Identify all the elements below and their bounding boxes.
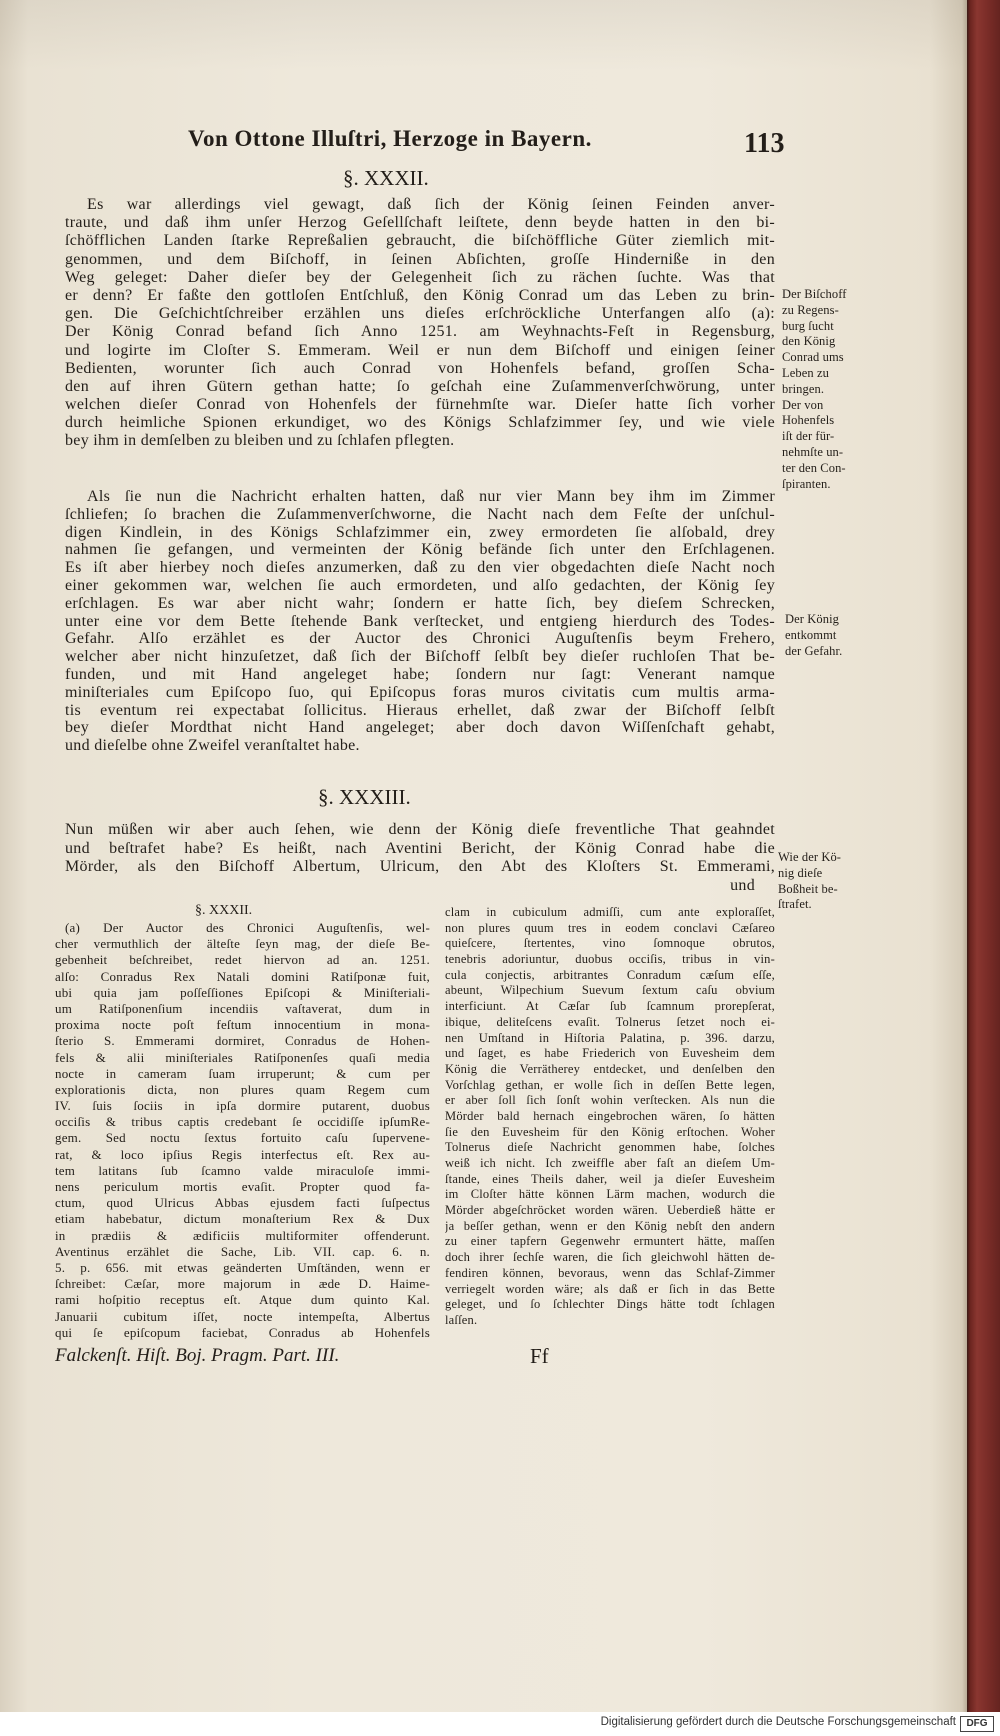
paragraph xyxy=(65,821,775,895)
margin-note-line: nig dieſe xyxy=(778,865,823,880)
margin-note-line: den König xyxy=(782,334,836,349)
margin-note-line: zu Regens- xyxy=(782,302,839,317)
footnote-line: abeunt, Wilpechium Suevum ſextum caſu obvium xyxy=(445,983,775,998)
margin-note-line: Der König xyxy=(785,612,840,626)
text-line: unter eine vor dem Bette ſtehende Bank verſtecket, und entgieng hierdurch des Todes- xyxy=(65,612,775,630)
margin-note-line: ſtrafet. xyxy=(778,897,812,912)
footnote-line: ſtande, eines Theils daher, weil ja dieſer Euvesheim xyxy=(445,1171,775,1186)
footnote-line: fendiren können, bevoraus, wenn das Schlaf-Zimmer xyxy=(445,1265,775,1280)
footnote-heading: §. XXXII. xyxy=(195,903,253,918)
text-line: und beſtrafet habe? Es heißt, nach Aventini Bericht, der König Conrad habe die xyxy=(65,839,775,857)
footnote-line: nocte in cameram ſuam irruperunt; & cum per xyxy=(55,1065,430,1081)
footnote-line: 5. p. 656. mit etwas geänderten Umſtänden, wenn er xyxy=(55,1259,430,1275)
footnote-line: proxima nocte poſt feſtum innocentium in mona- xyxy=(55,1017,430,1033)
footnote-line: quieſcere, ſtertentes, vino ſomnoque obrutos, xyxy=(445,936,775,951)
footer-title: Falckenſt. Hiſt. Boj. Pragm. Part. III. xyxy=(55,1345,340,1366)
running-header-title: Von Ottone Illuſtri, Herzoge in Bayern. xyxy=(188,126,592,151)
text-line: Der König Conrad befand ſich Anno 1251. am Weyhnachts-Feſt in Regensburg, xyxy=(65,323,775,341)
margin-note-line: Wie der Kö- xyxy=(778,850,842,864)
margin-note-line: Der von xyxy=(782,397,824,412)
text-line: den auf ihren Gütern gethan hatte; ſo geſchah eine Zuſammenverſchwörung, unter xyxy=(65,377,775,395)
text-line: genommen, und dem Biſchoff, in ſeinen Abſichten, groſſe Hinderniße in den xyxy=(65,250,775,268)
footnote-line: ibique, deliteſcens evaſit. Tolnerus ſetzet noch ei- xyxy=(445,1014,775,1029)
footnote-line: im Cloſter hätte können Lärm machen, wodurch die xyxy=(445,1187,775,1202)
digitization-credit: Digitalisierung gefördert durch die Deutsche Forschungsgemeinschaft xyxy=(600,1716,956,1728)
footnote-line: non plures quum tres in eodem conclavi Cæſareo xyxy=(445,920,775,935)
margin-note-line: Leben zu xyxy=(782,365,829,380)
text-line: bey ihm in demſelben zu bleiben und zu ſchlafen pflegten. xyxy=(65,432,455,450)
footnote-line: ctum, quod Ulricus Abbas ejusdem facti ſuſpectus xyxy=(55,1195,430,1211)
footnote-line: um Ratiſponenſium incendiis vaſtaverat, dum in xyxy=(55,1000,430,1016)
footnote-line: Vorſchlag gethan, er wolle ſich in deſſen Bette legen, xyxy=(445,1077,775,1092)
footnote-line: ſterio S. Emmerami dormiret, Conradus de Hohen- xyxy=(55,1033,430,1049)
book-binding-edge xyxy=(967,0,1000,1712)
text-line: und logirte im Cloſter S. Emmeram. Weil er nun dem Biſchoff und einigen ſeiner xyxy=(65,341,775,359)
text-line: Es iſt aber hierbey noch dieſes anzumerken, daß zu den vier obgedachten dieſe Nacht noch xyxy=(65,559,775,577)
footnote-line: laſſen. xyxy=(445,1312,478,1327)
footnote-line: explorationis dicta, non plures quam Regem cum xyxy=(55,1081,430,1097)
footnote-line: Aventinus erzählet die Sache, Lib. VII. cap. 6. n. xyxy=(55,1243,430,1259)
margin-note-line: der Gefahr. xyxy=(785,643,843,658)
text-line: gen. Die Geſchichtſchreiber erzählen uns dieſes erſchröckliche Unterfangen alſo (a): xyxy=(65,305,775,323)
margin-note-line: entkommt xyxy=(785,627,837,642)
footnote-line: verriegelt worden wäre; als daß er ſich in das Bette xyxy=(445,1281,775,1296)
text-line: Bedienten, worunter ſich auch Conrad von Hohenfels befand, groſſen Scha- xyxy=(65,359,775,377)
text-line: und xyxy=(730,876,755,894)
footnote-line: Tolnerus dieſe Nachricht genommen habe, ſolches xyxy=(445,1140,775,1155)
text-line: Weg geleget: Daher dieſer bey der Gelegenheit ſich zu rächen ſuchte. Was that xyxy=(65,268,775,286)
page-number: 113 xyxy=(744,128,785,159)
text-line: traute, und daß ihm unſer Herzog Geſellſchaft leiſtete, denn beyde hatten in den bi- xyxy=(65,214,775,232)
text-line: ſchöfflichen Landen ſtarke Repreßalien gebraucht, die biſchöffliche Güter ziemlich mit- xyxy=(65,232,775,250)
paragraph xyxy=(65,196,775,451)
footnote-line: nen Umſtand in Hiſtoria Palatina, p. 396. darzu, xyxy=(445,1030,775,1045)
footnote-line: ſie den Euvesheim für den König erſtochen. Woher xyxy=(445,1124,775,1139)
margin-note-line: Boßheit be- xyxy=(778,881,838,896)
footnote-column-left xyxy=(55,920,430,1341)
margin-note-line: nehmſte un- xyxy=(782,444,844,459)
text-line: Als ſie nun die Nachricht erhalten hatten, daß nur vier Mann bey ihm im Zimmer xyxy=(87,488,775,505)
margin-note-line: Conrad ums xyxy=(782,350,844,365)
footnote-line: und ſaget, es habe Friederich von Euvesheim dem xyxy=(445,1046,775,1061)
footnote-line: rat, & loco ipſius Regis interfectus eſt. Rex au- xyxy=(55,1146,430,1162)
footnote-line: gem. Sed noctu ſextus fortuito caſu ſupervene- xyxy=(55,1130,430,1146)
footnote-line: cula conjectis, arbitrantes Conradum cæſum eſſe, xyxy=(445,967,775,982)
text-line: welchen dieſer Conrad von Hohenfels der fürnehmſte war. Dieſer hatte ſich vorher xyxy=(65,396,775,414)
margin-note-line: ter den Con- xyxy=(782,460,846,475)
text-line: Nun müßen wir aber auch ſehen, wie denn der König dieſe freventliche That geahndet xyxy=(65,821,775,838)
text-line: Mörder, als den Biſchoff Albertum, Ulricum, den Abt des Kloſters St. Emmerami, xyxy=(65,858,775,876)
footnote-line: (a) Der Auctor des Chronici Auguſtenſis, wel- xyxy=(65,920,430,935)
footnote-line: Januarii cubitum iſſet, nocte intempeſta, Albertus xyxy=(55,1308,430,1324)
footnote-line: cher vermuthlich der älteſte ſeyn mag, der dieſe Be- xyxy=(55,936,430,952)
margin-note-line: bringen. xyxy=(782,381,825,396)
footnote-line: rami hoſpitio receptus eſt. Atque dum quinto Kal. xyxy=(55,1292,430,1308)
footnote-line: doch ihrer ſechſe waren, die ſich gleichwohl hätten de- xyxy=(445,1250,775,1265)
text-line: miniſteriales cum Epiſcopo ſuo, qui Epiſcopus foras muros civitatis cum multis arma- xyxy=(65,683,775,701)
text-line: erſchlagen. Es war aber nicht wahr; ſondern er hatte ſich, bey dieſem Schrecken, xyxy=(65,594,775,612)
margin-note-line: ſpiranten. xyxy=(782,476,831,491)
footnote-line: weiß ich nicht. Ich zweiffle aber faſt an dieſem Um- xyxy=(445,1156,775,1170)
footnote-line: tenebris adoriuntur, duobus occiſis, tribus in vin- xyxy=(445,952,775,967)
footnote-line: etiam habebatur, dictum monaſterium Rex & Dux xyxy=(55,1211,430,1227)
margin-note xyxy=(782,287,877,492)
footnote-line: Mörder bald hernach eingebrochen wären, ſo hätten xyxy=(445,1108,775,1123)
margin-note xyxy=(785,612,880,659)
footnote-line: fels & alii miniſteriales Ratiſponenſes quaſi media xyxy=(55,1049,430,1065)
footnote-line: clam in cubiculum admiſſi, cum ante exploraſſet, xyxy=(445,905,775,919)
text-line: Gefahr. Alſo erzählet es der Auctor des Chronici Auguſtenſis beym Frehero, xyxy=(65,630,775,648)
footnote-line: IV. ſuis ſociis in ipſa dormire putarent, duobus xyxy=(55,1098,430,1114)
text-line: welcher aber nicht hinzuſetzet, daß ſich der Biſchoff ſelbſt bey dieſer ruchloſen That be- xyxy=(65,648,775,666)
text-line: funden, und mit Hand angeleget habe; ſondern nur ſagt: Venerant namque xyxy=(65,665,775,683)
footnote-line: Mörder abgeſchröcket worden wären. Ueberdieß hätte er xyxy=(445,1203,775,1218)
text-line: bey dieſer Mordthat nicht Hand angeleget; aber doch davon Wiſſenſchaft gehabt, xyxy=(65,719,775,737)
footnote-line: gebenheit beſchreibet, redet hiervon ad an. 1251. xyxy=(55,952,430,968)
text-line: tis eventum rei expectabat ſollicitus. Hieraus erhellet, daß zwar der Biſchoff ſelbſt xyxy=(65,701,775,719)
footnote-line: qui ſe epiſcopum faciebat, Conradus ab Hohenfels xyxy=(55,1324,430,1340)
footnote-line: er aber ſoll ſich ſonſt wohin verſtecken. Als nun die xyxy=(445,1093,775,1108)
text-line: digen Kindlein, in des Königs Schlafzimmer ein, zwey ermordeten ſie alſobald, drey xyxy=(65,523,775,541)
section-heading: §. XXXII. xyxy=(343,166,429,190)
text-line: er denn? Er faßte den gottloſen Entſchluß, den König Conrad um das Leben zu brin- xyxy=(65,286,775,304)
footnote-line: ſchreibet: Cæſar, more majorum in æde D. Haime- xyxy=(55,1276,430,1292)
section-heading: §. XXXIII. xyxy=(318,785,411,809)
footnote-line: nens periculum mortis evaſit. Propter quod fa- xyxy=(55,1179,430,1194)
footnote-line: geleget, und ſo ſchlechter Dings hätte todt ſchlagen xyxy=(445,1297,775,1312)
margin-note-line: burg ſucht xyxy=(782,318,834,333)
text-line: ſchliefen; ſo brachen die Zuſammenverſchworne, die Nacht nach dem Feſte der unſchul- xyxy=(65,505,775,523)
paragraph xyxy=(65,488,775,755)
footnote-line: interficiunt. At Cæſar ſub ſcamnum prorepſerat, xyxy=(445,999,775,1014)
footnote-line: ubi quia jam poſſeſſiones Epiſcopi & Miniſteriali- xyxy=(55,984,430,1000)
margin-note xyxy=(778,850,873,913)
footnote-line: ja beſſer gethan, wenn er den König nebſt den andern xyxy=(445,1218,775,1233)
signature-mark: Ff xyxy=(530,1344,549,1368)
text-line: nahmen ſie gefangen, und vermeinten der König befände ſich unter den Erſchlagenen. xyxy=(65,541,775,559)
footnote-line: tem latitans ſub ſcamno valde miraculoſe immi- xyxy=(55,1162,430,1178)
text-line: einer gekommen war, welchen ſie auch ermordeten, und alſo gedachten, der König ſey xyxy=(65,576,775,594)
footnote-column-right xyxy=(445,905,775,1329)
footnote-line: alſo: Conradus Rex Natali domini Ratiſponæ fuit, xyxy=(55,968,430,984)
footnote-line: König die Verrätherey entdecket, und denſelben den xyxy=(445,1061,775,1076)
text-line: und dieſelbe ohne Zweifel veranſtaltet habe. xyxy=(65,737,360,755)
margin-note-line: Der Biſchoff xyxy=(782,287,847,301)
margin-note-line: iſt der für- xyxy=(782,429,835,444)
dfg-logo: DFG xyxy=(960,1716,994,1732)
footnote-line: in prædiis & ædificiis multiformiter offenderunt. xyxy=(55,1227,430,1243)
margin-note-line: Hohenfels xyxy=(782,413,835,428)
text-line: durch heimliche Spionen erkundiget, wo des Königs Schlafzimmer ſey, und wie viele xyxy=(65,414,775,432)
text-line: Es war allerdings viel gewagt, daß ſich der König ſeinen Feinden anver- xyxy=(87,196,775,213)
footnote-line: zu einer tapfern Gegenwehr ermuntert hätte, maſſen xyxy=(445,1234,775,1249)
footnote-line: occiſis & tribus captis credebant ſe occidiſſe ipſumRe- xyxy=(55,1114,430,1130)
